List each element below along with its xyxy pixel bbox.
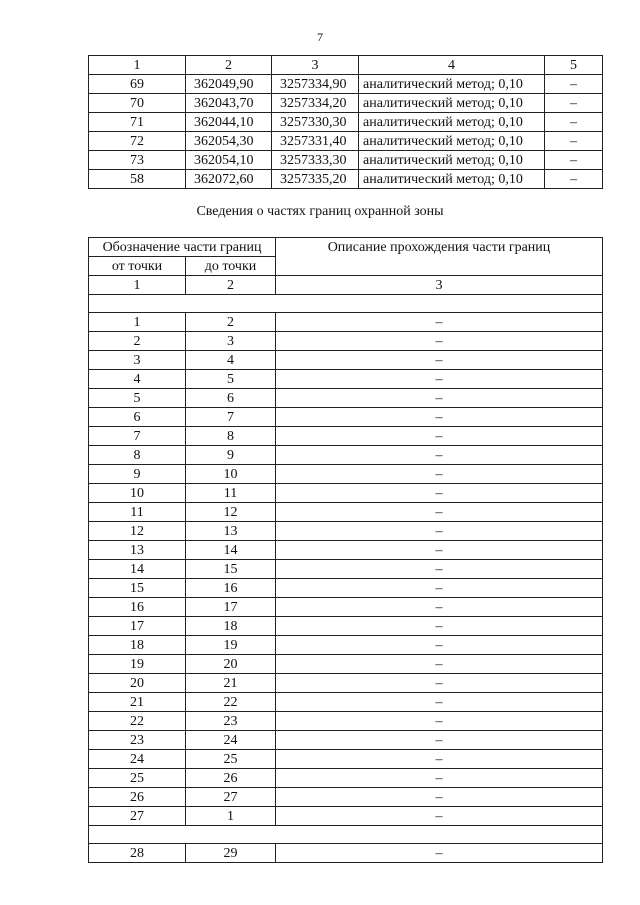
table-cell: 72: [89, 132, 186, 151]
table-cell: 11: [89, 503, 186, 522]
table-row: [89, 541, 603, 560]
table-cell: –: [545, 75, 603, 94]
column-number-row: [89, 276, 603, 295]
table-cell: 4: [186, 351, 276, 370]
table-cell: 71: [89, 113, 186, 132]
table-cell: –: [276, 655, 603, 674]
table-row: [89, 408, 603, 427]
table-row: [89, 712, 603, 731]
table-cell: –: [276, 313, 603, 332]
table-cell: –: [276, 446, 603, 465]
table-cell: 362054,30: [186, 132, 272, 151]
table-cell: 58: [89, 170, 186, 189]
table-row: [89, 674, 603, 693]
table-cell: 4: [359, 56, 545, 75]
table-cell: 22: [186, 693, 276, 712]
table-cell: 5: [186, 370, 276, 389]
table-cell: 70: [89, 94, 186, 113]
table-cell: –: [545, 151, 603, 170]
table-cell: 1: [186, 807, 276, 826]
table-row: [89, 170, 603, 189]
table-row: [89, 351, 603, 370]
table-cell: –: [276, 788, 603, 807]
table-row: [89, 636, 603, 655]
page-number: 7: [317, 30, 323, 44]
table-cell: –: [545, 113, 603, 132]
table-cell: –: [276, 541, 603, 560]
table-cell: 362043,70: [186, 94, 272, 113]
table-cell: 24: [186, 731, 276, 750]
table-cell: –: [276, 465, 603, 484]
table-cell: 3257333,30: [272, 151, 359, 170]
table-row: [89, 94, 603, 113]
table-cell: 3257330,30: [272, 113, 359, 132]
table-cell: –: [276, 408, 603, 427]
table-row: [89, 769, 603, 788]
header-group-cell: Обозначение части границ: [89, 238, 276, 257]
coordinates-table: [88, 55, 603, 189]
table-cell: аналитический метод; 0,10: [359, 94, 545, 113]
table-row: [89, 132, 603, 151]
table-cell: 73: [89, 151, 186, 170]
header-row: [89, 56, 603, 75]
table-cell: 20: [186, 655, 276, 674]
table-row: [89, 370, 603, 389]
table-cell: 12: [89, 522, 186, 541]
table-cell: 21: [89, 693, 186, 712]
table-cell: 3: [186, 332, 276, 351]
table-cell: 362054,10: [186, 151, 272, 170]
table-cell: 6: [186, 389, 276, 408]
table-cell: 25: [186, 750, 276, 769]
table-row: [89, 151, 603, 170]
table-cell: 13: [89, 541, 186, 560]
separator-cell: [89, 826, 603, 844]
table-cell: 362049,90: [186, 75, 272, 94]
table-cell: 15: [89, 579, 186, 598]
table-cell: 24: [89, 750, 186, 769]
table-row: [89, 579, 603, 598]
table-cell: 26: [89, 788, 186, 807]
table-cell: 8: [89, 446, 186, 465]
table-cell: 20: [89, 674, 186, 693]
table-row: [89, 313, 603, 332]
table-cell: 11: [186, 484, 276, 503]
table-cell: 15: [186, 560, 276, 579]
table-cell: –: [276, 617, 603, 636]
table-cell: –: [276, 370, 603, 389]
table-cell: –: [276, 636, 603, 655]
table-cell: аналитический метод; 0,10: [359, 170, 545, 189]
table-cell: 19: [186, 636, 276, 655]
table-row: [89, 522, 603, 541]
table-cell: –: [276, 712, 603, 731]
table-cell: 1: [89, 313, 186, 332]
table-cell: аналитический метод; 0,10: [359, 113, 545, 132]
table-cell: 16: [89, 598, 186, 617]
table-row: [89, 503, 603, 522]
table-cell: 22: [89, 712, 186, 731]
table-cell: 29: [186, 844, 276, 863]
table-row: [89, 750, 603, 769]
table-row: [89, 788, 603, 807]
table-cell: 3257334,90: [272, 75, 359, 94]
column-number-cell: 3: [276, 276, 603, 295]
table-cell: 12: [186, 503, 276, 522]
table-row: [89, 446, 603, 465]
separator-cell: [89, 295, 603, 313]
table-cell: –: [276, 750, 603, 769]
table-cell: –: [276, 674, 603, 693]
separator-row: [89, 295, 603, 313]
table-cell: –: [276, 522, 603, 541]
table-row: [89, 75, 603, 94]
table-cell: –: [276, 332, 603, 351]
table-cell: 362072,60: [186, 170, 272, 189]
header-to-cell: до точки: [186, 257, 276, 276]
table-row: [89, 465, 603, 484]
table-cell: 14: [186, 541, 276, 560]
table-cell: 27: [89, 807, 186, 826]
header-from-cell: от точки: [89, 257, 186, 276]
table-cell: 16: [186, 579, 276, 598]
table-cell: 17: [89, 617, 186, 636]
table-cell: –: [276, 769, 603, 788]
table-row: [89, 427, 603, 446]
table-cell: 9: [186, 446, 276, 465]
table-cell: –: [276, 427, 603, 446]
table-row: [89, 598, 603, 617]
table-cell: 26: [186, 769, 276, 788]
table-cell: –: [276, 731, 603, 750]
table-cell: аналитический метод; 0,10: [359, 151, 545, 170]
table-cell: 4: [89, 370, 186, 389]
table-cell: 5: [89, 389, 186, 408]
table-cell: 7: [89, 427, 186, 446]
boundary-parts-table: [88, 237, 603, 863]
table-row: [89, 807, 603, 826]
table-row: [89, 560, 603, 579]
table-row: [89, 113, 603, 132]
table-cell: –: [276, 598, 603, 617]
table-cell: –: [276, 579, 603, 598]
table-cell: –: [276, 807, 603, 826]
table-cell: 3257331,40: [272, 132, 359, 151]
table-cell: 69: [89, 75, 186, 94]
table-row: [89, 844, 603, 863]
table-cell: 25: [89, 769, 186, 788]
table-cell: 19: [89, 655, 186, 674]
header-desc-cell: Описание прохождения части границ: [276, 238, 603, 276]
table-cell: 13: [186, 522, 276, 541]
table-cell: 10: [186, 465, 276, 484]
table-cell: 9: [89, 465, 186, 484]
table-cell: 2: [186, 313, 276, 332]
table-cell: –: [545, 94, 603, 113]
table-row: [89, 617, 603, 636]
section-title: Сведения о частях границ охранной зоны: [196, 204, 444, 219]
column-number-cell: 2: [186, 276, 276, 295]
table-cell: 2: [89, 332, 186, 351]
table-row: [89, 655, 603, 674]
table-cell: –: [276, 503, 603, 522]
table-cell: 2: [186, 56, 272, 75]
table-row: [89, 389, 603, 408]
table-cell: 18: [89, 636, 186, 655]
table-cell: –: [276, 560, 603, 579]
table-cell: 7: [186, 408, 276, 427]
table-row: [89, 332, 603, 351]
table-cell: 21: [186, 674, 276, 693]
table-cell: –: [276, 351, 603, 370]
table-row: [89, 484, 603, 503]
table-cell: –: [545, 170, 603, 189]
table-cell: 3257335,20: [272, 170, 359, 189]
table-row: [89, 731, 603, 750]
table-cell: –: [276, 484, 603, 503]
table-cell: 3: [272, 56, 359, 75]
table-cell: аналитический метод; 0,10: [359, 75, 545, 94]
table-cell: 6: [89, 408, 186, 427]
table-cell: 28: [89, 844, 186, 863]
table-cell: аналитический метод; 0,10: [359, 132, 545, 151]
table-cell: 27: [186, 788, 276, 807]
table-cell: 23: [186, 712, 276, 731]
table-cell: 14: [89, 560, 186, 579]
table-cell: 10: [89, 484, 186, 503]
table-cell: 5: [545, 56, 603, 75]
table-cell: 3257334,20: [272, 94, 359, 113]
table-cell: 17: [186, 598, 276, 617]
separator-row: [89, 826, 603, 844]
header-row: [89, 238, 603, 257]
table-row: [89, 693, 603, 712]
table-cell: 23: [89, 731, 186, 750]
table-cell: 1: [89, 56, 186, 75]
table-cell: 3: [89, 351, 186, 370]
table-cell: –: [276, 389, 603, 408]
table-cell: 8: [186, 427, 276, 446]
table-cell: –: [545, 132, 603, 151]
table-cell: –: [276, 844, 603, 863]
table-cell: 18: [186, 617, 276, 636]
column-number-cell: 1: [89, 276, 186, 295]
table-cell: –: [276, 693, 603, 712]
table-cell: 362044,10: [186, 113, 272, 132]
